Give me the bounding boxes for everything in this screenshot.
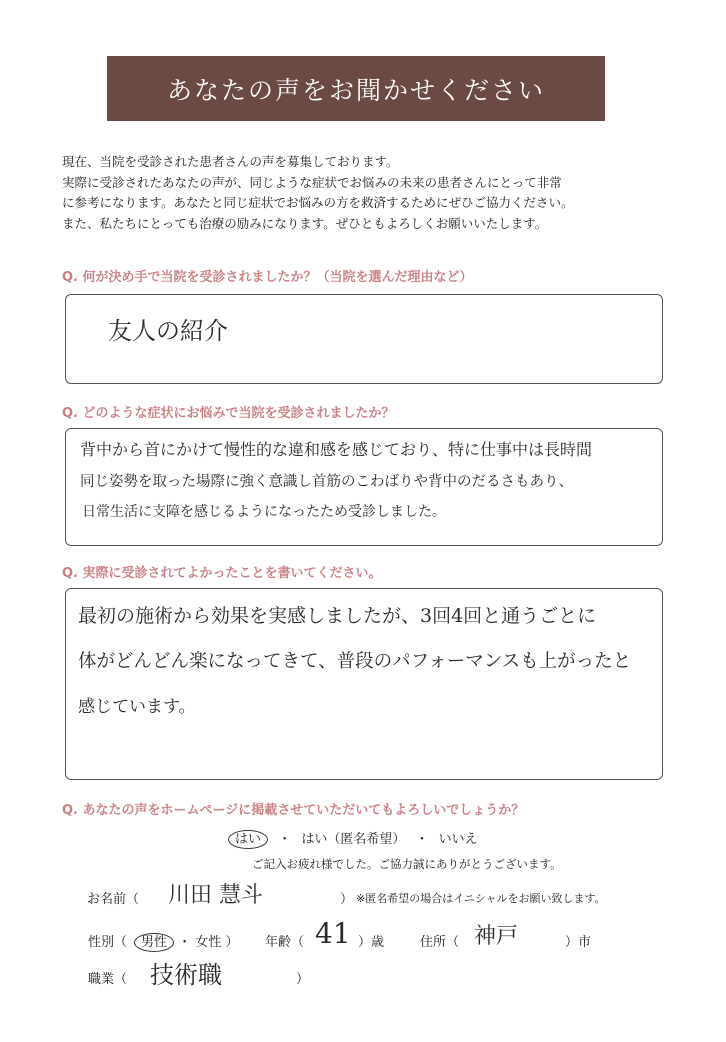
name-note: ※匿名希望の場合はイニシャルをお願い致します。 (356, 892, 606, 905)
consent-option-anonymous[interactable]: はい（匿名希望） (301, 832, 406, 847)
question-1-label: Q. 何が決め手で当院を受診されましたか？（当院を選んだ理由など） (62, 270, 473, 285)
consent-option-yes[interactable]: はい (228, 830, 268, 849)
age-label: 年齢（ (265, 935, 305, 950)
address-close: ）市 (565, 935, 592, 950)
gender-option-female[interactable]: 女性 (195, 935, 222, 950)
intro-line: に参考になります。あなたと同じ症状でお悩みの方を救済するためにぜひご協力ください。 (62, 195, 574, 210)
question-1-answer-line: 友人の紹介 (108, 317, 228, 345)
question-2-answer-line: 日常生活に支障を感じるようになったため受診しました。 (82, 504, 446, 520)
thanks-message: ご記入お疲れ様でした。ご協力誠にありがとうございます。 (252, 857, 562, 871)
consent-option-no[interactable]: いいえ (438, 832, 478, 847)
consent-separator: ・ (278, 832, 292, 847)
question-4-label: Q. あなたの声をホームページに掲載させていただいてもよろしいでしょうか？ (62, 803, 525, 818)
question-3-answer-line: 感じています。 (78, 697, 196, 717)
question-3-answer-line: 体がどんどん楽になってきて、普段のパフォーマンスも上がったと (78, 651, 632, 672)
consent-separator: ・ (415, 832, 429, 847)
gender-option-male[interactable]: 男性 (134, 933, 174, 952)
intro-line: 実際に受診されたあなたの声が、同じような症状でお悩みの未来の患者さんにとって非常 (62, 174, 562, 190)
question-1-answer-box (65, 294, 663, 384)
address-label: 住所（ (420, 935, 460, 950)
gender-options (134, 931, 238, 950)
page-title: あなたの声をお聞かせください (166, 75, 545, 105)
gender-separator: ・ (178, 935, 192, 950)
question-3-answer-line: 最初の施術から効果を実感しましたが、3回4回と通うごとに (78, 605, 597, 627)
gender-close: ） (225, 935, 239, 950)
age-close: ）歳 (358, 935, 385, 950)
age-value[interactable]: 41 (315, 917, 351, 950)
name-label: お名前（ (87, 892, 140, 907)
page-title-banner (107, 56, 605, 121)
question-2-answer-line: 同じ姿勢を取った場際に強く意識し首筋のこわばりや背中のだるさもあり、 (80, 474, 573, 490)
job-label: 職業（ (88, 972, 128, 987)
name-close: ） (340, 892, 354, 907)
question-2-label: Q. どのような症状にお悩みで当院を受診されましたか？ (62, 406, 395, 421)
question-3-label: Q. 実際に受診されてよかったことを書いてください。 (62, 566, 382, 581)
question-2-answer-line: 背中から首にかけて慢性的な違和感を感じており、特に仕事中は長時間 (80, 440, 593, 459)
intro-text (62, 152, 672, 234)
name-value[interactable]: 川田 慧斗 (168, 883, 263, 908)
consent-options (228, 828, 484, 847)
intro-line: 現在、当院を受診された患者さんの声を募集しております。 (62, 154, 399, 169)
job-value[interactable]: 技術職 (150, 961, 222, 989)
question-3-answer-box (65, 588, 663, 780)
question-2-answer-box (65, 428, 663, 546)
intro-line: また、私たちにとっても治療の励みになります。ぜひともよろしくお願いいたします。 (62, 215, 548, 231)
job-close: ） (296, 972, 310, 987)
gender-label: 性別（ (88, 935, 128, 950)
address-value[interactable]: 神戸 (474, 924, 519, 949)
